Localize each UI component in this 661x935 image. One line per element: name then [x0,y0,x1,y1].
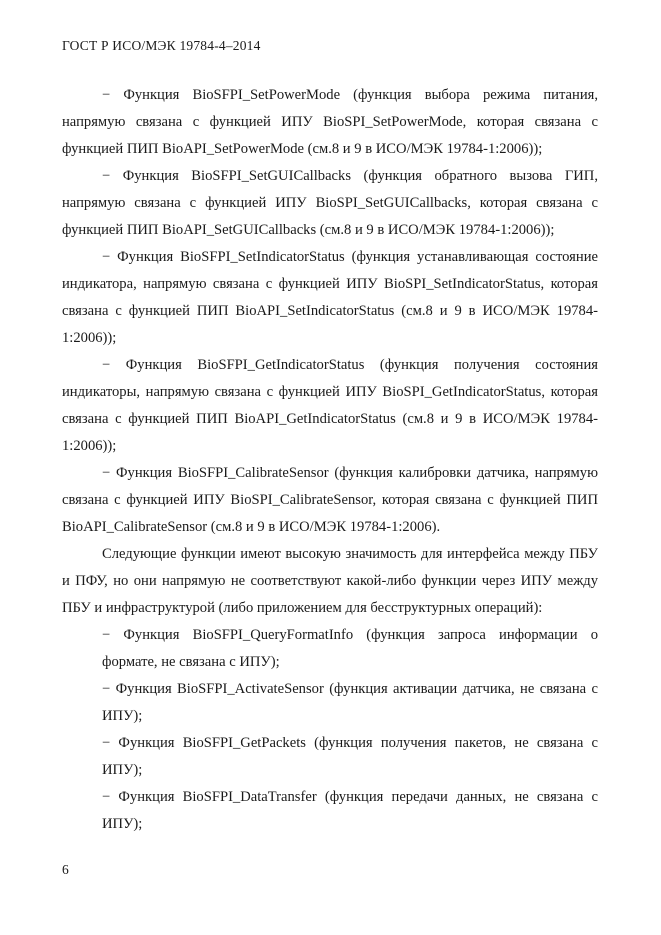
document-header: ГОСТ Р ИСО/МЭК 19784-4–2014 [62,38,261,53]
document-body [62,82,598,838]
paragraph-get-indicator-status: − Функция BioSFPI_GetIndicatorStatus (функция получения состояния индикаторы, напрямую связана с функцией ИПУ BioSPI_GetIndicatorStatus, которая связана с функцией ПИП BioAPI_GetIndicatorStatus (см.8 и 9 в ИСО/МЭК 19784-1:2006)); [62,357,598,454]
list-item-data-transfer: − Функция BioSFPI_DataTransfer (функция передачи данных, не связана с ИПУ); [102,789,598,832]
paragraph-set-gui-callbacks: − Функция BioSFPI_SetGUICallbacks (функция обратного вызова ГИП, напрямую связана с функцией ИПУ BioSPI_SetGUICallbacks, которая связана с функцией ПИП BioAPI_SetGUICallbacks (см.8 и 9 в ИСО/МЭК 19784-1:2006)); [62,168,598,238]
paragraph-calibrate-sensor: − Функция BioSFPI_CalibrateSensor (функция калибровки датчика, напрямую связана с функцией ИПУ BioSPI_CalibrateSensor, которая связана с функцией ПИП BioAPI_CalibrateSensor (см.8 и 9 в ИСО/МЭК 19784-1:2006). [62,465,598,535]
list-item-get-packets: − Функция BioSFPI_GetPackets (функция получения пакетов, не связана с ИПУ); [102,735,598,778]
page-number: 6 [62,862,69,877]
list-item-query-format-info: − Функция BioSFPI_QueryFormatInfo (функция запроса информации о формате, не связана с ИПУ); [102,627,598,670]
paragraph-set-power-mode: − Функция BioSFPI_SetPowerMode (функция выбора режима питания, напрямую связана с функцией ИПУ BioSPI_SetPowerMode, которая связана с функцией ПИП BioAPI_SetPowerMode (см.8 и 9 в ИСО/МЭК 19784-1:2006)); [62,87,598,157]
paragraph-intro-list: Следующие функции имеют высокую значимость для интерфейса между ПБУ и ПФУ, но они напрямую не соответствуют какой-либо функции через ИПУ между ПБУ и инфраструктурой (либо приложением для бесструктурных операций): [62,546,598,616]
paragraph-set-indicator-status: − Функция BioSFPI_SetIndicatorStatus (функция устанавливающая состояние индикатора, напрямую связана с функцией ИПУ BioSPI_SetIndicatorStatus, которая связана с функцией ПИП BioAPI_SetIndicatorStatus (см.8 и 9 в ИСО/МЭК 19784-1:2006)); [62,249,598,346]
list-item-activate-sensor: − Функция BioSFPI_ActivateSensor (функция активации датчика, не связана с ИПУ); [102,681,598,724]
